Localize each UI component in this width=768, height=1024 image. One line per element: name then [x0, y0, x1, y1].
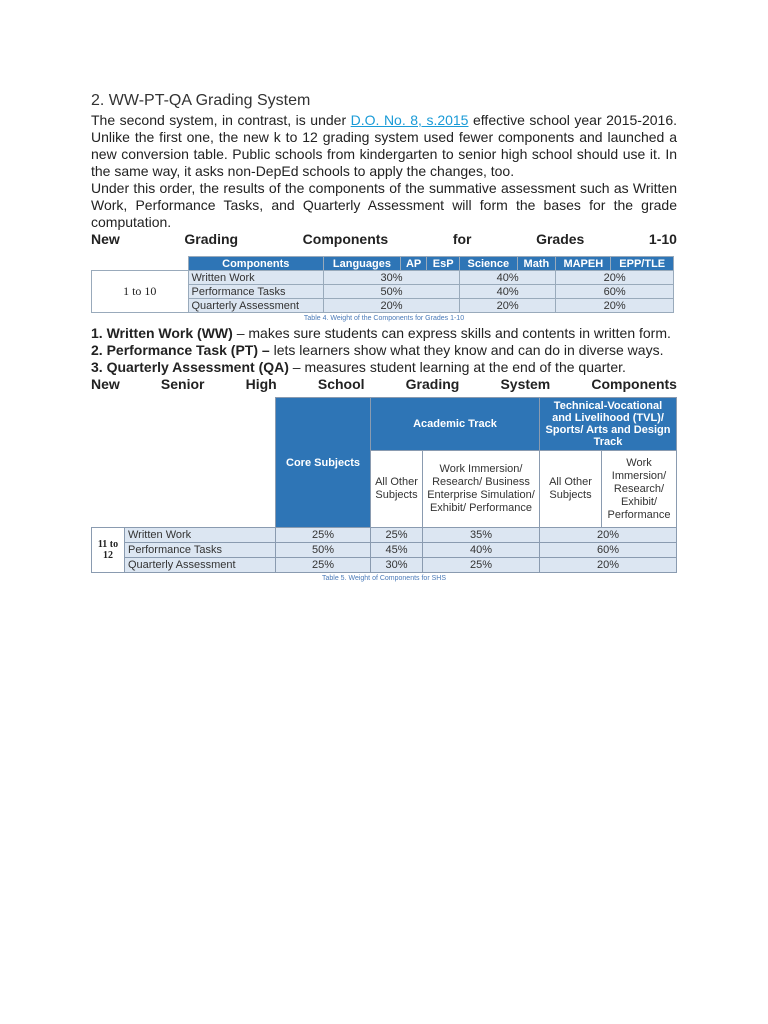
header-epp-tle: EPP/TLE — [611, 257, 674, 271]
sub-tvl-work: Work Immersion/ Research/ Exhibit/ Performance — [602, 451, 677, 528]
title-word: Components — [591, 376, 677, 392]
title-word: 1-10 — [648, 231, 677, 247]
definition-term: 1. Written Work (WW) — [91, 325, 233, 341]
title-word: Components — [302, 231, 389, 247]
title-word: New — [91, 231, 120, 247]
component-cell: Performance Tasks — [188, 285, 323, 299]
value-cell: 35% — [423, 528, 540, 543]
table4-caption: Table 4. Weight of the Components for Grades 1-10 — [303, 315, 465, 322]
value-cell: 40% — [460, 271, 556, 285]
value-cell: 20% — [556, 299, 674, 313]
table5-caption: Table 5. Weight of Components for SHS — [322, 575, 446, 582]
component-cell: Written Work — [125, 528, 276, 543]
value-cell: 30% — [323, 271, 459, 285]
definition-pt — [91, 342, 677, 359]
header-academic-track: Academic Track — [371, 398, 540, 451]
title-word: Grades — [536, 231, 585, 247]
para-text: The second system, in contrast, is under — [91, 112, 351, 128]
grade-group-label: 1 to 10 — [92, 271, 189, 313]
table-row — [92, 543, 677, 558]
value-cell: 20% — [460, 299, 556, 313]
sub-academic-work: Work Immersion/ Research/ Business Enterprise Simulation/ Exhibit/ Performance — [423, 451, 540, 528]
header-tvl-track: Technical-Vocational and Livelihood (TVL)/ Sports/ Arts and Design Track — [540, 398, 677, 451]
value-cell: 45% — [371, 543, 423, 558]
component-cell: Performance Tasks — [125, 543, 276, 558]
definition-desc: lets learners show what they know and can do in diverse ways. — [269, 342, 664, 358]
definition-desc: – measures student learning at the end of the quarter. — [288, 359, 626, 375]
value-cell: 60% — [540, 543, 677, 558]
title-word: School — [317, 376, 365, 392]
value-cell: 20% — [540, 528, 677, 543]
header-components: Components — [188, 257, 323, 271]
value-cell: 40% — [460, 285, 556, 299]
grades-1-10-table — [91, 256, 674, 313]
definition-term: 2. Performance Task (PT) – — [91, 342, 270, 358]
header-math: Math — [517, 257, 556, 271]
value-cell: 20% — [540, 558, 677, 573]
table-row — [92, 558, 677, 573]
definition-qa — [91, 359, 677, 376]
value-cell: 20% — [323, 299, 459, 313]
header-ap: AP — [400, 257, 426, 271]
definition-desc: – makes sure students can express skills and contents in written form. — [232, 325, 671, 341]
definition-ww — [91, 325, 677, 342]
value-cell: 60% — [556, 285, 674, 299]
section-heading: 2. WW-PT-QA Grading System — [91, 92, 311, 109]
definition-term: 3. Quarterly Assessment (QA) — [91, 359, 289, 375]
component-cell: Quarterly Assessment — [125, 558, 276, 573]
title-word: for — [452, 231, 472, 247]
grades-1-10-title — [91, 231, 677, 248]
title-word: Senior — [160, 376, 205, 392]
component-cell: Written Work — [188, 271, 323, 285]
value-cell: 25% — [276, 558, 371, 573]
value-cell: 20% — [556, 271, 674, 285]
title-word: High — [245, 376, 277, 392]
title-word: System — [500, 376, 551, 392]
component-cell: Quarterly Assessment — [188, 299, 323, 313]
table-corner — [92, 398, 276, 528]
value-cell: 50% — [323, 285, 459, 299]
title-word: Grading — [405, 376, 460, 392]
grade-group-label: 11 to 12 — [92, 528, 125, 573]
order-paragraph: Under this order, the results of the components of the summative assessment such as Written Work, Performance Tasks, and Quarterly Assessment will form the bases for the grade computation. — [91, 180, 677, 230]
value-cell: 40% — [423, 543, 540, 558]
title-word: New — [91, 376, 120, 392]
shs-title — [91, 376, 677, 393]
table-corner — [92, 257, 189, 271]
header-science: Science — [460, 257, 517, 271]
intro-paragraph — [91, 112, 677, 180]
value-cell: 30% — [371, 558, 423, 573]
para-text-after: effective school year 2015-2016. Unlike the first one, the new k to 12 grading system used fewer components and launched a new conversion table. Public schools from kindergarten to senior high school should use it. In the same way, it asks non-DepEd schools to apply the changes, too. — [91, 112, 677, 179]
header-languages: Languages — [323, 257, 400, 271]
header-mapeh: MAPEH — [556, 257, 611, 271]
value-cell: 25% — [371, 528, 423, 543]
value-cell: 50% — [276, 543, 371, 558]
value-cell: 25% — [423, 558, 540, 573]
table-row — [92, 271, 674, 285]
header-core-subjects: Core Subjects — [276, 398, 371, 528]
do-link[interactable]: D.O. No. 8, s.2015 — [350, 112, 469, 128]
value-cell: 25% — [276, 528, 371, 543]
sub-tvl-all-other: All Other Subjects — [540, 451, 602, 528]
document-page — [91, 92, 677, 582]
shs-table — [91, 397, 677, 573]
table-row — [92, 528, 677, 543]
title-word: Grading — [184, 231, 239, 247]
header-esp: EsP — [427, 257, 460, 271]
sub-all-other: All Other Subjects — [371, 451, 423, 528]
